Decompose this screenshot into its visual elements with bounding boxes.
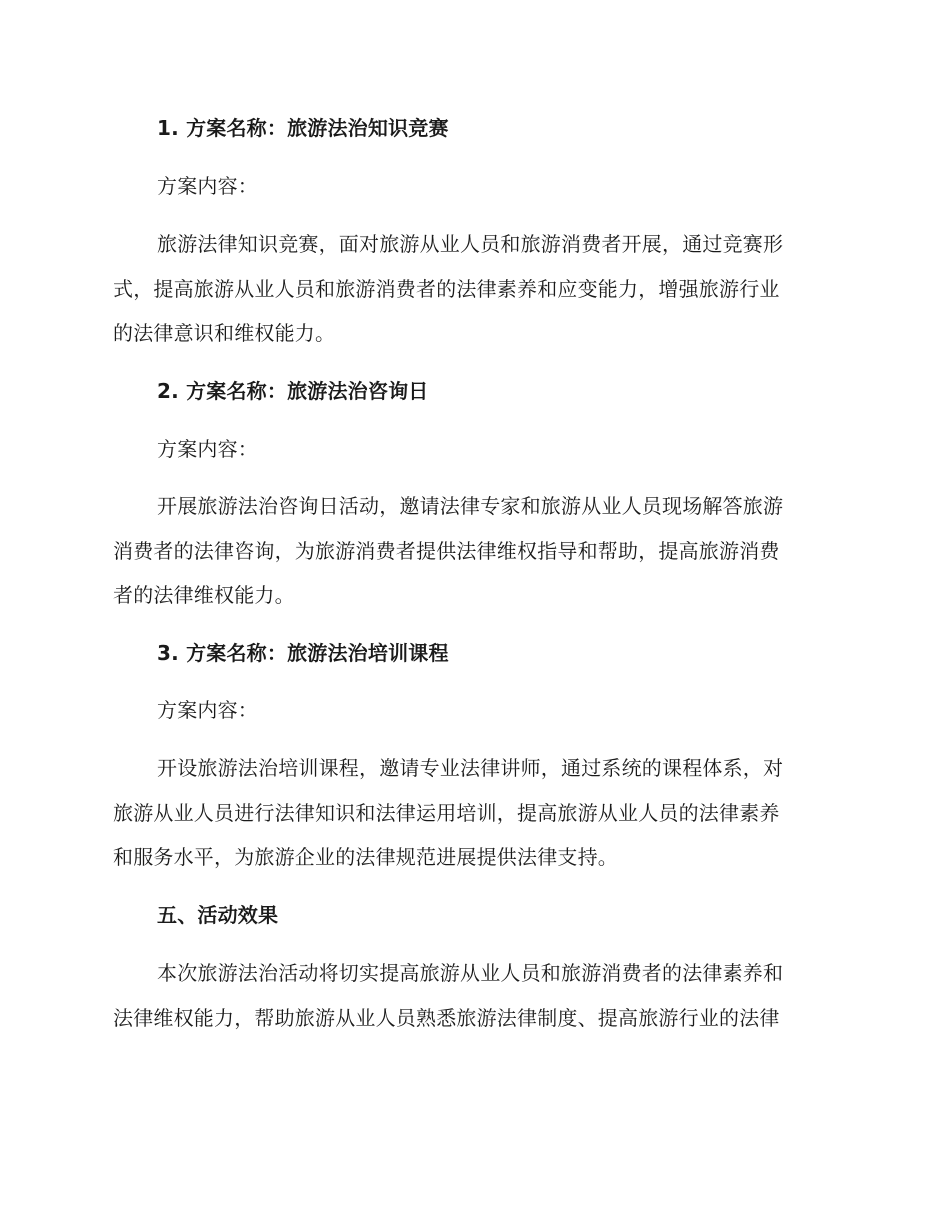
section-3-content-label: 方案内容：	[157, 698, 258, 722]
section-3-heading: 3. 方案名称：旅游法治培训课程	[157, 641, 449, 665]
section-3-paragraph-line-1: 开设旅游法治培训课程，邀请专业法律讲师，通过系统的课程体系，对	[157, 756, 784, 780]
section-1-paragraph-line-1: 旅游法律知识竞赛，面对旅游从业人员和旅游消费者开展，通过竞赛形	[157, 232, 784, 256]
section-1-heading: 1. 方案名称：旅游法治知识竞赛	[157, 116, 449, 140]
effects-paragraph-line-2: 法律维权能力，帮助旅游从业人员熟悉旅游法律制度、提高旅游行业的法律	[113, 1006, 780, 1030]
section-2-paragraph-line-2: 消费者的法律咨询，为旅游消费者提供法律维权指导和帮助，提高旅游消费	[113, 539, 780, 563]
section-2-paragraph-line-3: 者的法律维权能力。	[113, 583, 295, 607]
effects-heading: 五、活动效果	[157, 903, 279, 927]
effects-paragraph-line-1: 本次旅游法治活动将切实提高旅游从业人员和旅游消费者的法律素养和	[157, 961, 784, 985]
section-1-paragraph-line-2: 式，提高旅游从业人员和旅游消费者的法律素养和应变能力，增强旅游行业	[113, 277, 780, 301]
section-2-content-label: 方案内容：	[157, 437, 258, 461]
section-3-paragraph-line-3: 和服务水平，为旅游企业的法律规范进展提供法律支持。	[113, 845, 618, 869]
section-2-paragraph-line-1: 开展旅游法治咨询日活动，邀请法律专家和旅游从业人员现场解答旅游	[157, 494, 784, 518]
section-1-content-label: 方案内容：	[157, 174, 258, 198]
section-2-heading: 2. 方案名称：旅游法治咨询日	[157, 379, 429, 403]
section-3-paragraph-line-2: 旅游从业人员进行法律知识和法律运用培训，提高旅游从业人员的法律素养	[113, 801, 780, 825]
section-1-paragraph-line-3: 的法律意识和维权能力。	[113, 321, 336, 345]
